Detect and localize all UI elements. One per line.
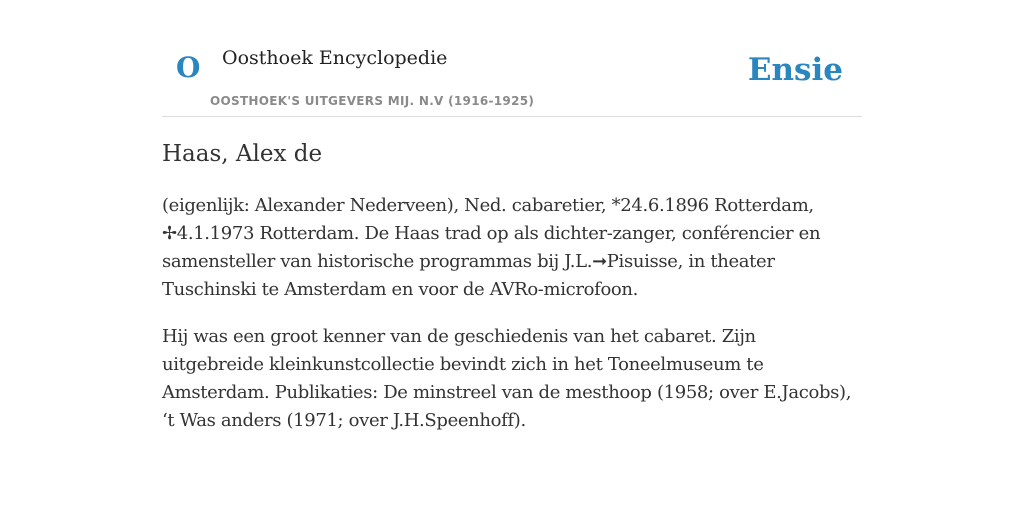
entry-paragraph: (eigenlijk: Alexander Nederveen), Ned. cabaretier, *24.6.1896 Rotterdam, ✢4.1.1973 Rotterdam. De Haas trad op als dichter-zanger, conférencier en samensteller van historische programmas bij J.L.➞Pisuisse, in theater Tuschinski te Amsterdam en voor de AVRo-microfoon. [162,195,821,300]
site-logo[interactable]: O [176,51,201,84]
entry-title: Haas, Alex de [162,141,323,167]
entry-paragraph: Hij was een groot kenner van de geschiedenis van het cabaret. Zijn uitgebreide kleinkunstcollectie bevindt zich in het Toneelmuseum te Amsterdam. Publikaties: De minstreel van de mesthoop (1958; over E.Jacobs), ‘t Was anders (1971; over J.H.Speenhoff). [162,326,852,431]
site-header [162,0,862,117]
publisher-subtitle: OOSTHOEK'S UITGEVERS MIJ. N.V (1916-1925) [210,94,535,108]
entry-body [162,192,862,454]
ensie-brand-link[interactable]: Ensie [747,52,843,88]
site-title-link[interactable]: Oosthoek Encyclopedie [222,47,448,69]
